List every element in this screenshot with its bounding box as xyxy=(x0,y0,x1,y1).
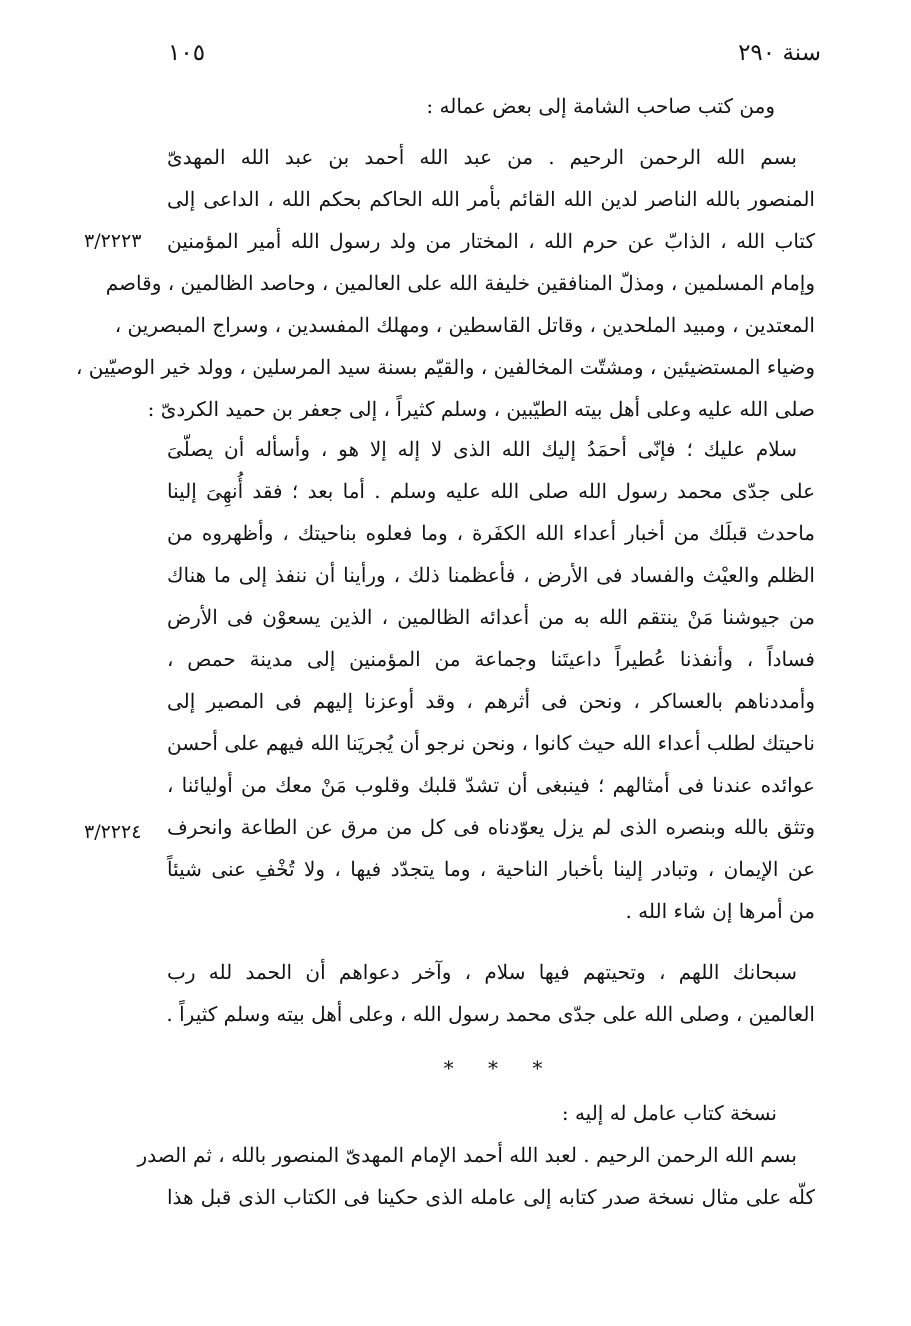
text-line: المعتدين ، ومبيد الملحدين ، وقاتل القاسطين ، ومهلك المفسدين ، وسراج المبصرين ، xyxy=(114,313,815,337)
text-line: وإمام المسلمين ، ومذلّ المنافقين خليفة الله على العالمين ، وحاصد الظالمين ، وقاصم xyxy=(105,271,815,295)
text-line: بسم الله الرحمن الرحيم . من عبد الله أحمد بن عبد الله المهدىّ xyxy=(167,145,797,169)
text-line: صلى الله عليه وعلى أهل بيته الطيّبين ، وسلم كثيراً ، إلى جعفر بن حميد الكردىّ : xyxy=(147,397,815,421)
text-line: فساداً ، وأنفذنا عُطيراً داعيتَنا وجماعة من المؤمنين إلى مدينة حمص ، xyxy=(167,647,815,671)
section-separator: * * * xyxy=(443,1056,557,1080)
intro-paragraph xyxy=(167,85,815,127)
text-line: العالمين ، وصلى الله على جدّى محمد رسول الله ، وعلى أهل بيته وسلم كثيراً . xyxy=(166,1002,815,1026)
text-line: نسخة كتاب عامل له إليه : xyxy=(561,1101,777,1125)
text-line: سلام عليك ؛ فإنّى أحمَدُ إليك الله الذى لا إله إلا هو ، وأسأله أن يصلّىَ xyxy=(167,437,797,461)
letter-closing-paragraph xyxy=(167,951,815,1035)
text-line: كتاب الله ، الذابّ عن حرم الله ، المختار من ولد رسول الله أمير المؤمنين xyxy=(167,229,815,253)
text-line: الظلم والعيْث والفساد فى الأرض ، فأعظمنا ذلك ، ورأينا أن ننفذ إلى ما هناك xyxy=(167,563,815,587)
text-line: سبحانك اللهم ، وتحيتهم فيها سلام ، وآخر دعواهم أن الحمد لله رب xyxy=(167,960,797,984)
text-line: ماحدث قبلَك من أخبار أعداء الله الكفَرة ، وما فعلوه بناحيتك ، وأظهروه من xyxy=(167,521,815,545)
margin-reference: ٣/٢٢٢٣ xyxy=(84,230,142,252)
letter-body-paragraph xyxy=(167,428,815,932)
text-line: ومن كتب صاحب الشامة إلى بعض عماله : xyxy=(426,94,775,118)
text-line: وتثق بالله وبنصره الذى لم يزل يعوّدناه فى كل من مرق عن الطاعة وانحرف xyxy=(167,815,815,839)
page-number: ١٠٥ xyxy=(168,40,206,66)
text-line: وأمددناهم بالعساكر ، ونحن فى أثرهم ، وقد أوعزنا إليهم فى المصير إلى xyxy=(167,689,815,713)
text-line: على جدّى محمد رسول الله صلى الله عليه وسلم . أما بعد ؛ فقد أُنهِىَ إلينا xyxy=(167,479,815,503)
text-line: بسم الله الرحمن الرحيم . لعبد الله أحمد الإمام المهدىّ المنصور بالله ، ثم الصدر xyxy=(137,1143,797,1167)
text-line: من أمرها إن شاء الله . xyxy=(625,899,815,923)
second-letter-paragraph xyxy=(137,1092,815,1218)
text-line: عن الإيمان ، وتبادر إلينا بأخبار الناحية ، وما يتجدّد فيها ، ولا تُخْفِ عنى شيئاً xyxy=(167,857,815,881)
text-line: المنصور بالله الناصر لدين الله القائم بأمر الله الحاكم بحكم الله ، الداعى إلى xyxy=(167,187,815,211)
text-line: عوائده عندنا فى أمثالهم ؛ فينبغى أن تشدّ قلبك وقلوب مَنْ معك من أوليائنا ، xyxy=(167,773,815,797)
text-line: وضياء المستضيئين ، ومشتّت المخالفين ، والقيّم بسنة سيد المرسلين ، وولد خير الوصيّين ، xyxy=(75,355,815,379)
text-line: من جيوشنا مَنْ ينتقم الله به من أعدائه الظالمين ، الذين يسعوْن فى الأرض xyxy=(167,605,815,629)
text-line: كلّه على مثال نسخة صدر كتابه إلى عامله الذى حكينا فى الكتاب الذى قبل هذا xyxy=(167,1185,815,1209)
text-line: ناحيتك لطلب أعداء الله حيث كانوا ، ونحن نرجو أن يُجريَنا الله فيهم على أحسن xyxy=(167,731,815,755)
running-header-year: سنة ٢٩٠ xyxy=(738,40,821,66)
margin-reference: ٣/٢٢٢٤ xyxy=(84,821,142,843)
